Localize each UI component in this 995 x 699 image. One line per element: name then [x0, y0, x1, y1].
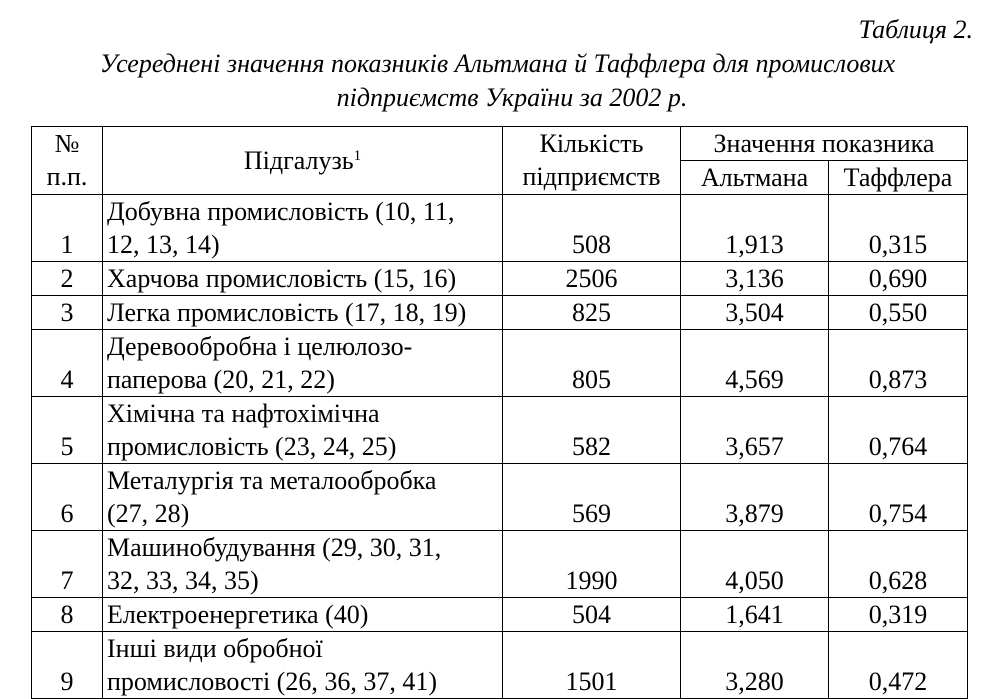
subsector-line: Легка промисловість (17, 18, 19): [107, 298, 467, 327]
header-subsector: [103, 127, 503, 195]
subsector-line: Електроенергетика (40): [107, 600, 369, 629]
row-count: 805: [503, 330, 681, 397]
row-altman: 1,913: [681, 195, 829, 262]
subsector-line: (27, 28): [107, 499, 190, 528]
row-altman: 3,657: [681, 397, 829, 464]
subsector-line: Добувна промисловість (10, 11,: [107, 197, 455, 226]
row-number: 9: [32, 632, 103, 699]
header-subsector-footnote: 1: [353, 148, 362, 164]
subsector-line: Хімічна та нафтохімічна: [107, 399, 380, 428]
table-row: [32, 397, 968, 464]
table-row: [32, 195, 968, 262]
row-altman: 3,879: [681, 464, 829, 531]
header-subsector-label: Підгалузь: [243, 146, 354, 175]
table-number: Таблиця 2.: [858, 15, 973, 44]
row-count: 2506: [503, 262, 681, 296]
row-number: 1: [32, 195, 103, 262]
row-taffler: 0,315: [829, 195, 968, 262]
header-count-line1: Кількість: [539, 129, 644, 158]
row-number: 3: [32, 296, 103, 330]
subsector-line: Металургія та металообробка: [107, 466, 437, 495]
row-subsector: [103, 464, 503, 531]
row-number: 5: [32, 397, 103, 464]
indicators-table: [31, 126, 968, 699]
subsector-line: паперова (20, 21, 22): [107, 365, 335, 394]
row-number: 4: [32, 330, 103, 397]
row-taffler: 0,764: [829, 397, 968, 464]
row-altman: 1,641: [681, 598, 829, 632]
table-body: [32, 195, 968, 699]
subsector-line: 32, 33, 34, 35): [107, 566, 259, 595]
row-altman: 4,569: [681, 330, 829, 397]
table-title-line-1: Усереднені значення показників Альтмана й Таффлера для промислових: [99, 49, 896, 78]
subsector-line: Деревообробна і целюлозо-: [107, 332, 413, 361]
subsector-line: промисловість (23, 24, 25): [107, 432, 397, 461]
table-title-line-2: підприємств України за 2002 р.: [336, 83, 688, 112]
subsector-line: Інші види обробної: [107, 634, 323, 663]
table-row: [32, 330, 968, 397]
row-altman: 3,136: [681, 262, 829, 296]
header-count: [503, 127, 681, 195]
row-number: 2: [32, 262, 103, 296]
row-subsector: [103, 296, 503, 330]
row-number: 7: [32, 531, 103, 598]
row-subsector: [103, 330, 503, 397]
header-num-line2: п.п.: [46, 162, 88, 191]
row-subsector: [103, 195, 503, 262]
row-subsector: [103, 262, 503, 296]
subsector-line: Харчова промисловість (15, 16): [107, 264, 457, 293]
header-num-line1: №: [54, 129, 80, 158]
row-taffler: 0,690: [829, 262, 968, 296]
table-row: [32, 262, 968, 296]
table-row: [32, 531, 968, 598]
row-taffler: 0,628: [829, 531, 968, 598]
subsector-line: 12, 13, 14): [107, 230, 220, 259]
row-taffler: 0,754: [829, 464, 968, 531]
subsector-line: Машинобудування (29, 30, 31,: [107, 533, 442, 562]
row-taffler: 0,873: [829, 330, 968, 397]
row-count: 825: [503, 296, 681, 330]
row-subsector: [103, 531, 503, 598]
row-taffler: 0,472: [829, 632, 968, 699]
table-row: [32, 632, 968, 699]
row-count: 569: [503, 464, 681, 531]
row-altman: 3,280: [681, 632, 829, 699]
header-num: [32, 127, 103, 195]
row-taffler: 0,550: [829, 296, 968, 330]
header-altman: Альтмана: [681, 161, 829, 195]
subsector-line: промисловості (26, 36, 37, 41): [107, 667, 437, 696]
table-row: [32, 464, 968, 531]
row-subsector: [103, 598, 503, 632]
header-indicator-group: Значення показника: [681, 127, 968, 161]
row-subsector: [103, 632, 503, 699]
row-number: 6: [32, 464, 103, 531]
row-altman: 4,050: [681, 531, 829, 598]
row-count: 1990: [503, 531, 681, 598]
header-taffler: Таффлера: [829, 161, 968, 195]
table-row: [32, 598, 968, 632]
row-count: 1501: [503, 632, 681, 699]
row-count: 504: [503, 598, 681, 632]
table-row: [32, 296, 968, 330]
row-taffler: 0,319: [829, 598, 968, 632]
row-count: 508: [503, 195, 681, 262]
row-count: 582: [503, 397, 681, 464]
row-number: 8: [32, 598, 103, 632]
header-count-line2: підприємств: [522, 162, 661, 191]
row-subsector: [103, 397, 503, 464]
row-altman: 3,504: [681, 296, 829, 330]
